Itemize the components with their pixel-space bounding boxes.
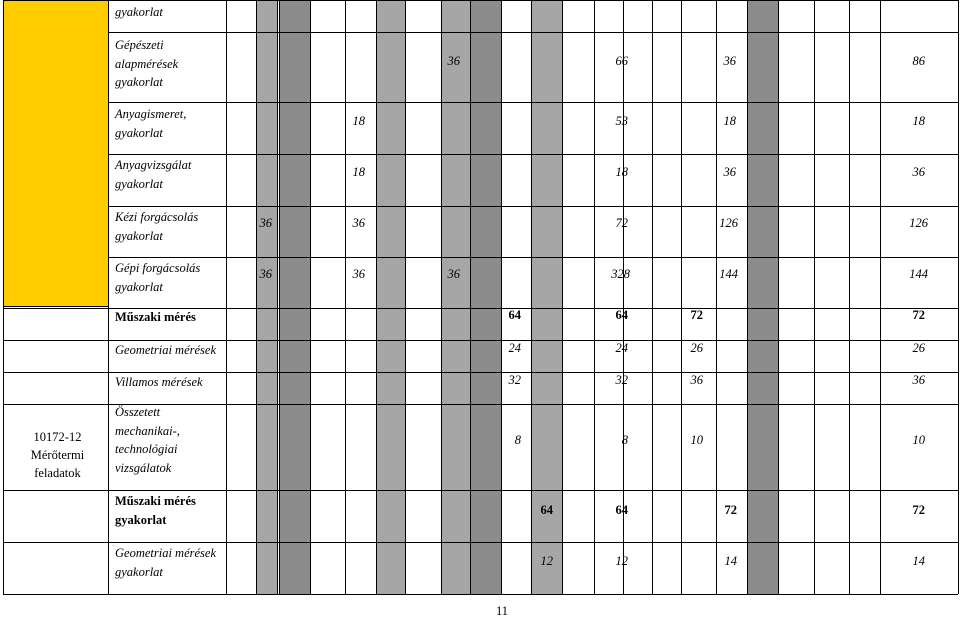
module-label xyxy=(10,428,105,482)
row-label: gyakorlat xyxy=(115,75,163,89)
hour-value: 36 xyxy=(259,267,272,281)
grid-vline xyxy=(226,0,227,594)
hour-value: 18 xyxy=(723,114,736,128)
row-label: Műszaki mérés xyxy=(115,494,196,508)
hour-value: 18 xyxy=(912,114,925,128)
hour-value: 126 xyxy=(909,216,928,230)
row-label: Villamos mérések xyxy=(115,375,203,389)
grid-vline xyxy=(562,0,563,594)
hour-value: 14 xyxy=(724,554,737,568)
hour-value: 66 xyxy=(615,54,628,68)
hour-value: 24 xyxy=(508,341,521,355)
grid-vline xyxy=(310,0,311,594)
row-label: gyakorlat xyxy=(115,564,163,579)
grid-vline xyxy=(405,0,406,594)
row-label: Geometriai mérések xyxy=(115,343,217,357)
row-label: Kézi forgácsolás xyxy=(115,210,199,224)
hour-value: 72 xyxy=(912,503,925,517)
grid-vline xyxy=(376,0,377,594)
row-label: Anyagismeret, xyxy=(115,107,187,121)
hour-value: 32 xyxy=(615,373,628,387)
row-label: alapmérések xyxy=(115,56,179,71)
grid-hline xyxy=(3,490,958,491)
row-label: mechanikai-, xyxy=(115,423,180,438)
shaded-column xyxy=(470,0,501,594)
shaded-column xyxy=(747,0,778,594)
hour-value: 26 xyxy=(912,341,925,355)
hour-value: 36 xyxy=(447,267,460,281)
hour-value: 72 xyxy=(690,308,703,322)
hour-value: 86 xyxy=(912,54,925,68)
hour-value: 64 xyxy=(540,503,553,517)
grid-hline xyxy=(108,257,958,258)
hour-value: 36 xyxy=(912,373,925,387)
grid-vline xyxy=(277,0,278,594)
grid-vline xyxy=(108,0,109,594)
hour-value: 18 xyxy=(615,165,628,179)
grid-hline xyxy=(108,206,958,207)
shaded-column xyxy=(256,0,277,594)
grid-vline xyxy=(880,0,881,594)
grid-vline xyxy=(849,0,850,594)
hour-value: 14 xyxy=(912,554,925,568)
shaded-column xyxy=(376,0,405,594)
hour-value: 144 xyxy=(909,267,928,281)
grid-hline xyxy=(3,542,958,543)
grid-hline xyxy=(3,0,958,1)
row-label: Összetett xyxy=(115,405,161,419)
hour-value: 64 xyxy=(508,308,521,322)
hour-value: 53 xyxy=(615,114,628,128)
row-label: gyakorlat xyxy=(115,5,163,19)
hour-value: 36 xyxy=(352,267,365,281)
hour-value: 36 xyxy=(259,216,272,230)
module-name-line2: feladatok xyxy=(34,466,81,480)
hour-value: 12 xyxy=(540,554,553,568)
hour-value: 64 xyxy=(615,308,628,322)
row-label: technológiai xyxy=(115,442,178,456)
grid-hline xyxy=(3,306,108,307)
grid-hline xyxy=(108,102,958,103)
grid-vline xyxy=(747,0,748,594)
hour-value: 36 xyxy=(690,373,703,387)
hour-value: 328 xyxy=(611,267,630,281)
row-label: gyakorlat xyxy=(115,512,167,527)
hour-value: 12 xyxy=(615,554,628,568)
grid-vline xyxy=(778,0,779,594)
grid-vline xyxy=(681,0,682,594)
hour-value: 144 xyxy=(719,267,738,281)
grid-vline xyxy=(256,0,257,594)
module-code: 10172-12 xyxy=(33,430,82,444)
grid-vline xyxy=(3,0,4,594)
grid-vline xyxy=(441,0,442,594)
grid-vline xyxy=(594,0,595,594)
grid-vline xyxy=(716,0,717,594)
hour-value: 36 xyxy=(912,165,925,179)
row-label: Gépészeti xyxy=(115,38,164,52)
hour-value: 10 xyxy=(912,433,925,447)
shaded-column xyxy=(441,0,470,594)
hour-value: 36 xyxy=(447,54,460,68)
hour-value: 8 xyxy=(621,433,628,447)
grid-hline xyxy=(108,32,958,33)
hour-value: 36 xyxy=(352,216,365,230)
shaded-column xyxy=(279,0,310,594)
hour-value: 8 xyxy=(514,433,521,447)
row-label: Geometriai mérések xyxy=(115,546,217,560)
module-name-line1: Mérőtermi xyxy=(30,448,85,462)
grid-vline xyxy=(814,0,815,594)
hour-value: 24 xyxy=(615,341,628,355)
row-label: gyakorlat xyxy=(115,176,163,191)
row-label: Anyagvizsgálat xyxy=(115,158,192,172)
hour-value: 18 xyxy=(352,114,365,128)
grid-vline xyxy=(958,0,959,594)
grid-vline xyxy=(345,0,346,594)
grid-vline xyxy=(652,0,653,594)
hour-value: 72 xyxy=(724,503,737,517)
hour-value: 72 xyxy=(615,216,628,230)
row-label: vizsgálatok xyxy=(115,460,172,475)
grid-hline xyxy=(3,594,958,595)
hour-value: 10 xyxy=(690,433,703,447)
hour-value: 32 xyxy=(508,373,521,387)
grid-vline xyxy=(531,0,532,594)
highlight-cell xyxy=(3,0,108,306)
hour-value: 36 xyxy=(723,165,736,179)
page-number: 11 xyxy=(496,604,509,618)
row-label: gyakorlat xyxy=(115,279,163,294)
hour-value: 72 xyxy=(912,308,925,322)
hour-value: 126 xyxy=(719,216,738,230)
grid-vline xyxy=(501,0,502,594)
row-label: gyakorlat xyxy=(115,228,163,243)
hour-value: 26 xyxy=(690,341,703,355)
hour-value: 18 xyxy=(352,165,365,179)
row-label: gyakorlat xyxy=(115,125,163,140)
grid-hline xyxy=(108,154,958,155)
hour-value: 64 xyxy=(615,503,628,517)
row-label: Gépi forgácsolás xyxy=(115,261,201,275)
hour-value: 36 xyxy=(723,54,736,68)
grid-vline xyxy=(470,0,471,594)
row-label: Műszaki mérés xyxy=(115,310,196,324)
grid-vline xyxy=(279,0,280,594)
